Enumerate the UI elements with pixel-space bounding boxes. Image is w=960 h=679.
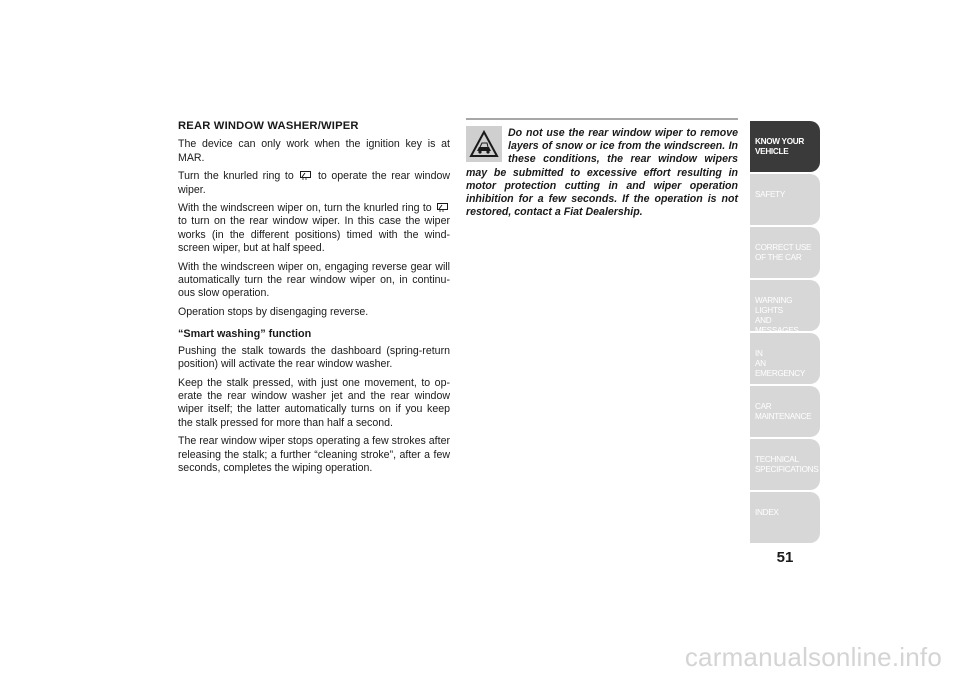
tab-safety[interactable]: SAFETY <box>750 174 820 225</box>
left-column <box>178 120 450 480</box>
watermark: carmanualsonline.info <box>684 642 942 672</box>
warning-note <box>466 118 738 219</box>
tab-in-an-emergency[interactable]: IN AN EMERGENCY <box>750 333 820 384</box>
tab-car-maintenance[interactable]: CAR MAINTENANCE <box>750 386 820 437</box>
page-number: 51 <box>776 549 794 566</box>
paragraph: Operation stops by disengaging reverse. <box>178 305 369 318</box>
paragraph: The device can only work when the ignition key is at MAR. <box>178 138 450 164</box>
section-title: REAR WINDOW WASHER/WIPER <box>178 120 359 132</box>
paragraph: With the windscreen wiper on, engaging reverse gear will automatically turn the rear window wiper on, in continuous slow operation. <box>178 260 450 300</box>
paragraph: Keep the stalk pressed, with just one movement, to operate the rear window washer jet and the rear window wiper itself; the latter automatically turns on if you keep the stalk pressed for more than half a second. <box>178 376 450 429</box>
warning-car-icon <box>466 126 502 162</box>
chapter-tabs <box>750 121 820 545</box>
tab-warning-lights[interactable]: WARNING LIGHTS AND MESSAGES <box>750 280 820 331</box>
warning-text: Do not use the rear window wiper to remove layers of snow or ice from the windscreen. In these conditions, the rear window wipers may be submitted to excessive effort resulting in motor protection cutting in and wiper operation inhibition for a few seconds. If the operation is not restored, contact a Fiat Dealership. <box>466 127 738 219</box>
tab-correct-use[interactable]: CORRECT USE OF THE CAR <box>750 227 820 278</box>
paragraph: With the windscreen wiper on, turn the knurled ring to to turn on the rear window wiper. In this case the wiper works (in the different positions) timed with the windscreen wiper, but at half speed. <box>178 202 450 255</box>
rear-wiper-icon <box>300 171 311 180</box>
paragraph: The rear window wiper stops operating a few strokes after releasing the stalk; a further “cleaning stroke”, after a few seconds, completes the wiping operation. <box>178 435 450 474</box>
paragraph: Turn the knurled ring to to operate the rear window wiper. <box>178 170 451 196</box>
rear-wiper-icon <box>437 203 448 212</box>
tab-index[interactable]: INDEX <box>750 492 820 543</box>
subsection-title: “Smart washing” function <box>178 328 312 341</box>
tab-technical-specifications[interactable]: TECHNICAL SPECIFICATIONS <box>750 439 820 490</box>
paragraph: Pushing the stalk towards the dashboard (spring-return position) will activate the rear window washer. <box>178 344 450 371</box>
tab-know-your-vehicle[interactable]: KNOW YOUR VEHICLE <box>750 121 820 172</box>
